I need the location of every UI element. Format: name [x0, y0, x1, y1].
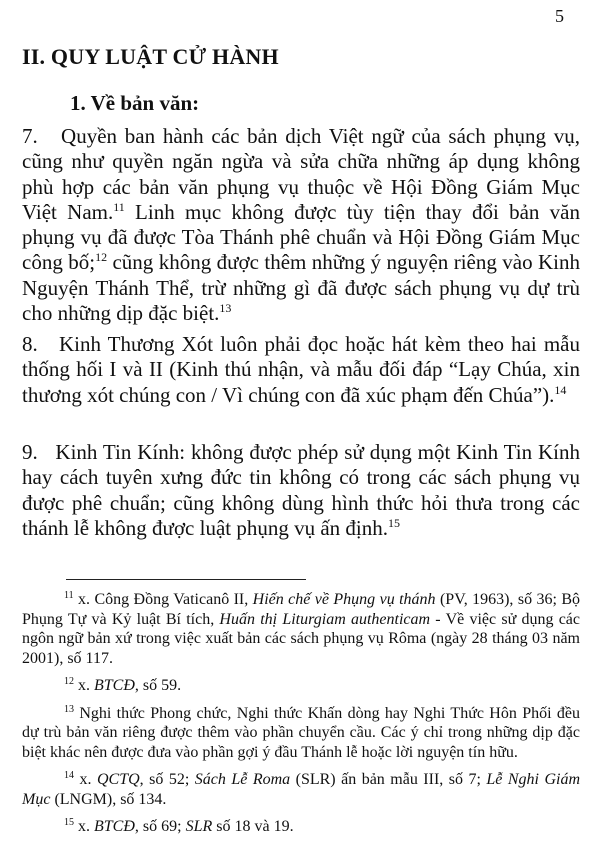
- footnote-text: (LNGM), số 134.: [50, 790, 167, 808]
- footnotes: [22, 590, 580, 845]
- paragraph-text: cũng không được thêm những ý nguyện riêng vào Kinh Nguyện Thánh Thể, trừ những gì đã được sách phụng vụ dự trù cho những dịp đặc biệt.: [22, 250, 581, 326]
- footnote-11: [22, 590, 580, 668]
- footnote-text: x.: [74, 818, 94, 835]
- paragraph-8: [22, 332, 580, 408]
- paragraph-text: Quyền ban hành các bản dịch Việt ngữ của sách phụng vụ, cũng như quyền ngăn ngừa và sửa chữa những áp dụng không phù hợp các bản văn phụng vụ thuộc về Hội Đồng Giám Mục Việt Nam.: [22, 124, 581, 224]
- paragraph-number: 9.: [22, 440, 38, 464]
- paragraph-text: Kinh Tin Kính: không được phép sử dụng một Kinh Tin Kính hay cách tuyên xưng đức tin không có trong các sách phụng vụ được phê chuẩn; cũng không dùng hình thức hỏi thưa trong các thánh lễ không được luật phụng vụ ấn định.: [22, 440, 580, 540]
- footnote-text: x.: [74, 677, 94, 694]
- footnote-mark: 11: [64, 590, 74, 601]
- footnote-text: Nghi thức Phong chức, Nghi thức Khấn dòng hay Nghi Thức Hôn Phối đều dự trù bản văn riêng được thêm vào phần chuyển cầu. Các ý chỉ trong những dịp đặc biệt khác nên được đưa vào phần gợi ý đầu Thánh lễ hoặc lời nguyện tín hữu.: [22, 704, 580, 761]
- paragraph-number: 7.: [22, 124, 38, 148]
- footnote-mark: 12: [64, 676, 74, 687]
- footnote-text: x. Công Đồng Vaticanô II,: [73, 591, 253, 608]
- footnote-title: SLR: [185, 818, 213, 835]
- footnote-title: Lễ Nghi Giám Mục: [22, 771, 581, 808]
- page-number: 5: [555, 6, 564, 26]
- footnote-text: số 18 và 19.: [212, 818, 294, 835]
- footnote-12: [22, 676, 580, 696]
- footnote-separator: [66, 579, 306, 580]
- paragraph-7: [22, 124, 580, 326]
- footnote-title: Huấn thị Liturgiam authenticam: [219, 610, 431, 628]
- footnote-text: (SLR) ấn bản mẫu III, số 7;: [290, 771, 487, 788]
- footnote-14: [22, 770, 580, 809]
- footnote-13: [22, 704, 580, 763]
- footnote-text: - Về việc sử dụng các ngôn ngữ bản xứ trong việc xuất bản các sách phụng vụ Rôma (ngày 28 tháng 03 năm 2001), số 117.: [22, 610, 581, 667]
- footnote-text: (PV, 1963), số 36; Bộ Phụng Tự và Kỷ luật Bí tích,: [22, 591, 581, 628]
- footnote-text: , số 69;: [134, 818, 186, 835]
- footnote-ref-13[interactable]: 13: [219, 301, 232, 316]
- footnote-title: Sách Lễ Roma: [194, 771, 291, 788]
- paragraph-text: Linh mục không được tùy tiện thay đổi bản văn phụng vụ đã được Tòa Thánh phê chuẩn và Hội Đồng Giám Mục công bố;: [22, 199, 580, 275]
- footnote-ref-14[interactable]: 14: [554, 382, 567, 397]
- paragraph-text: Kinh Thương Xót luôn phải đọc hoặc hát kèm theo hai mẫu thống hối I và II (Kinh thú nhận, và mẫu đối đáp “Lạy Chúa, xin thương xót chúng con / Vì chúng con đã xúc phạm đến Chúa”).: [22, 332, 580, 407]
- footnote-15: [22, 817, 580, 837]
- footnote-text: x.: [74, 771, 97, 788]
- footnote-ref-15[interactable]: 15: [388, 515, 401, 530]
- footnote-ref-11[interactable]: 11: [113, 199, 125, 214]
- paragraph-number: 8.: [22, 332, 38, 356]
- footnote-text: , số 59.: [134, 677, 182, 694]
- footnote-title: BTCĐ: [94, 677, 135, 694]
- footnote-mark: 13: [64, 703, 74, 715]
- footnote-ref-12[interactable]: 12: [95, 250, 108, 265]
- footnote-text: , số 52;: [139, 771, 195, 788]
- footnote-mark: 14: [64, 770, 74, 781]
- footnote-title: QCTQ: [96, 771, 140, 788]
- footnote-title: BTCĐ: [94, 818, 135, 835]
- paragraph-9: [22, 440, 580, 541]
- footnote-mark: 15: [64, 817, 74, 828]
- subsection-heading: 1. Về bản văn:: [70, 91, 200, 115]
- section-heading: II. QUY LUẬT CỬ HÀNH: [22, 44, 279, 69]
- footnote-title: Hiến chế về Phụng vụ thánh: [252, 591, 436, 608]
